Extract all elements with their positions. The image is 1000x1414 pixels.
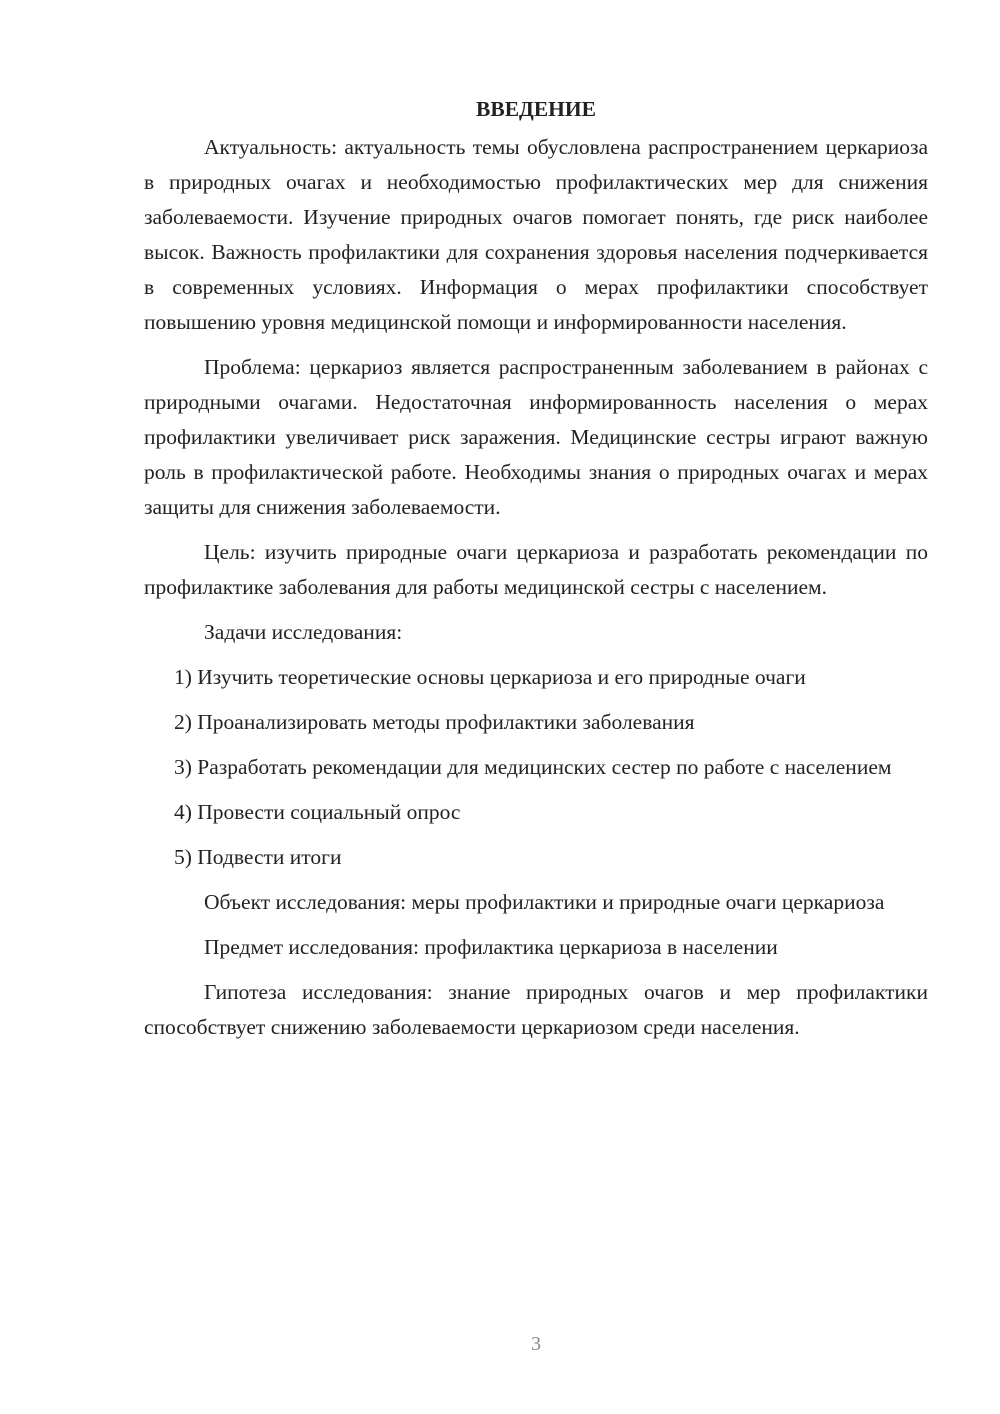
paragraph-object: Объект исследования: меры профилактики и природные очаги церкариоза	[204, 890, 885, 914]
document-body	[144, 92, 928, 1055]
paragraph-tasks-heading: Задачи исследования:	[204, 620, 403, 644]
paragraph-goal: Цель: изучить природные очаги церкариоза и разработать рекомендации по профилактике заболевания для работы медицинской сестры с населением.	[144, 540, 928, 599]
paragraph-hypothesis: Гипотеза исследования: знание природных очагов и мер профилактики способствует снижению заболеваемости церкариозом среди населения.	[144, 980, 928, 1039]
task-item: 4) Провести социальный опрос	[174, 800, 461, 824]
paragraph-subject: Предмет исследования: профилактика церкариоза в населении	[204, 935, 778, 959]
task-item: 3) Разработать рекомендации для медицинских сестер по работе с населением	[174, 755, 892, 779]
task-item: 2) Проанализировать методы профилактики заболевания	[174, 710, 695, 734]
section-title: ВВЕДЕНИЕ	[476, 97, 596, 121]
page-number: 3	[531, 1333, 541, 1355]
task-item: 5) Подвести итоги	[174, 845, 342, 869]
task-item: 1) Изучить теоретические основы церкариоза и его природные очаги	[174, 665, 806, 689]
paragraph-problem: Проблема: церкариоз является распространенным заболеванием в районах с природными очагами. Недостаточная информированность населения о мерах профилактики увеличивает риск заражения. Медицинские сестры играют важную роль в профилактической работе. Необходимы знания о природных очагах и мерах защиты для снижения заболеваемости.	[144, 355, 928, 519]
paragraph-relevance: Актуальность: актуальность темы обусловлена распространением церкариоза в природных очагах и необходимостью профилактических мер для снижения заболеваемости. Изучение природных очагов помогает понять, где риск наиболее высок. Важность профилактики для сохранения здоровья населения подчеркивается в современных условиях. Информация о мерах профилактики способствует повышению уровня медицинской помощи и информированности населения.	[144, 135, 928, 334]
